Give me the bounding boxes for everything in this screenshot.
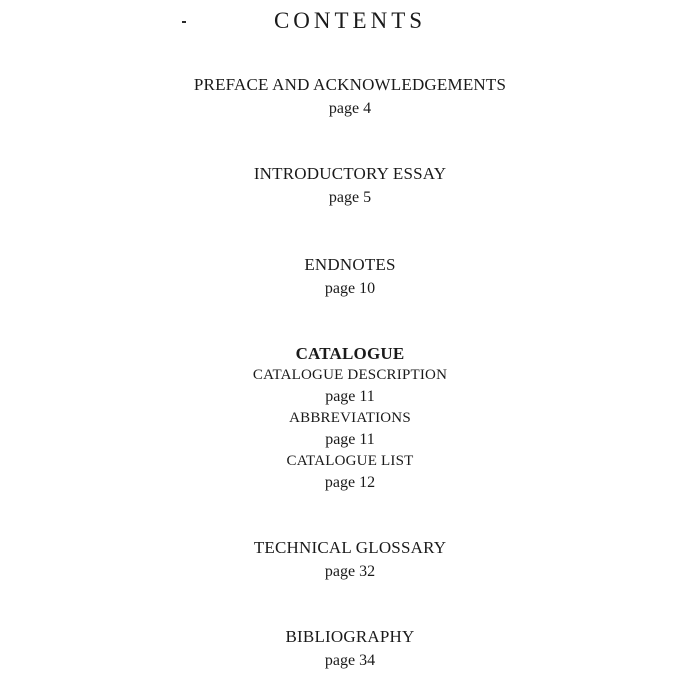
toc-subentry-heading: CATALOGUE LIST	[286, 453, 414, 469]
toc-entry-page: page 34	[324, 652, 376, 669]
toc-entry-page: page 10	[324, 280, 376, 297]
toc-entry-heading: CATALOGUE	[295, 344, 405, 363]
toc-entry-heading: BIBLIOGRAPHY	[285, 627, 415, 646]
toc-entry-page: page 32	[324, 563, 376, 580]
toc-entry-heading: ENDNOTES	[304, 255, 396, 274]
toc-entry-heading: INTRODUCTORY ESSAY	[253, 164, 447, 183]
toc-subentry-page: page 11	[325, 388, 375, 405]
toc-entry-page: page 5	[328, 189, 372, 206]
toc-subentry-heading: ABBREVIATIONS	[289, 410, 411, 426]
toc-subentry-heading: CATALOGUE DESCRIPTION	[252, 367, 448, 383]
toc-entry-technical-glossary	[0, 537, 700, 583]
toc-entry-heading: TECHNICAL GLOSSARY	[253, 538, 447, 557]
toc-entry-introductory-essay	[0, 163, 700, 209]
toc-entry-preface	[0, 74, 700, 120]
page-title: CONTENTS	[273, 8, 427, 33]
toc-entry-bibliography	[0, 626, 700, 672]
toc-entry-page: page 4	[328, 100, 372, 117]
toc-entry-endnotes	[0, 254, 700, 300]
toc-entry-catalogue	[0, 343, 700, 494]
toc-subentry-page: page 12	[324, 474, 376, 491]
toc-entry-heading: PREFACE AND ACKNOWLEDGEMENTS	[193, 75, 507, 94]
toc-subentry-page: page 11	[325, 431, 375, 448]
